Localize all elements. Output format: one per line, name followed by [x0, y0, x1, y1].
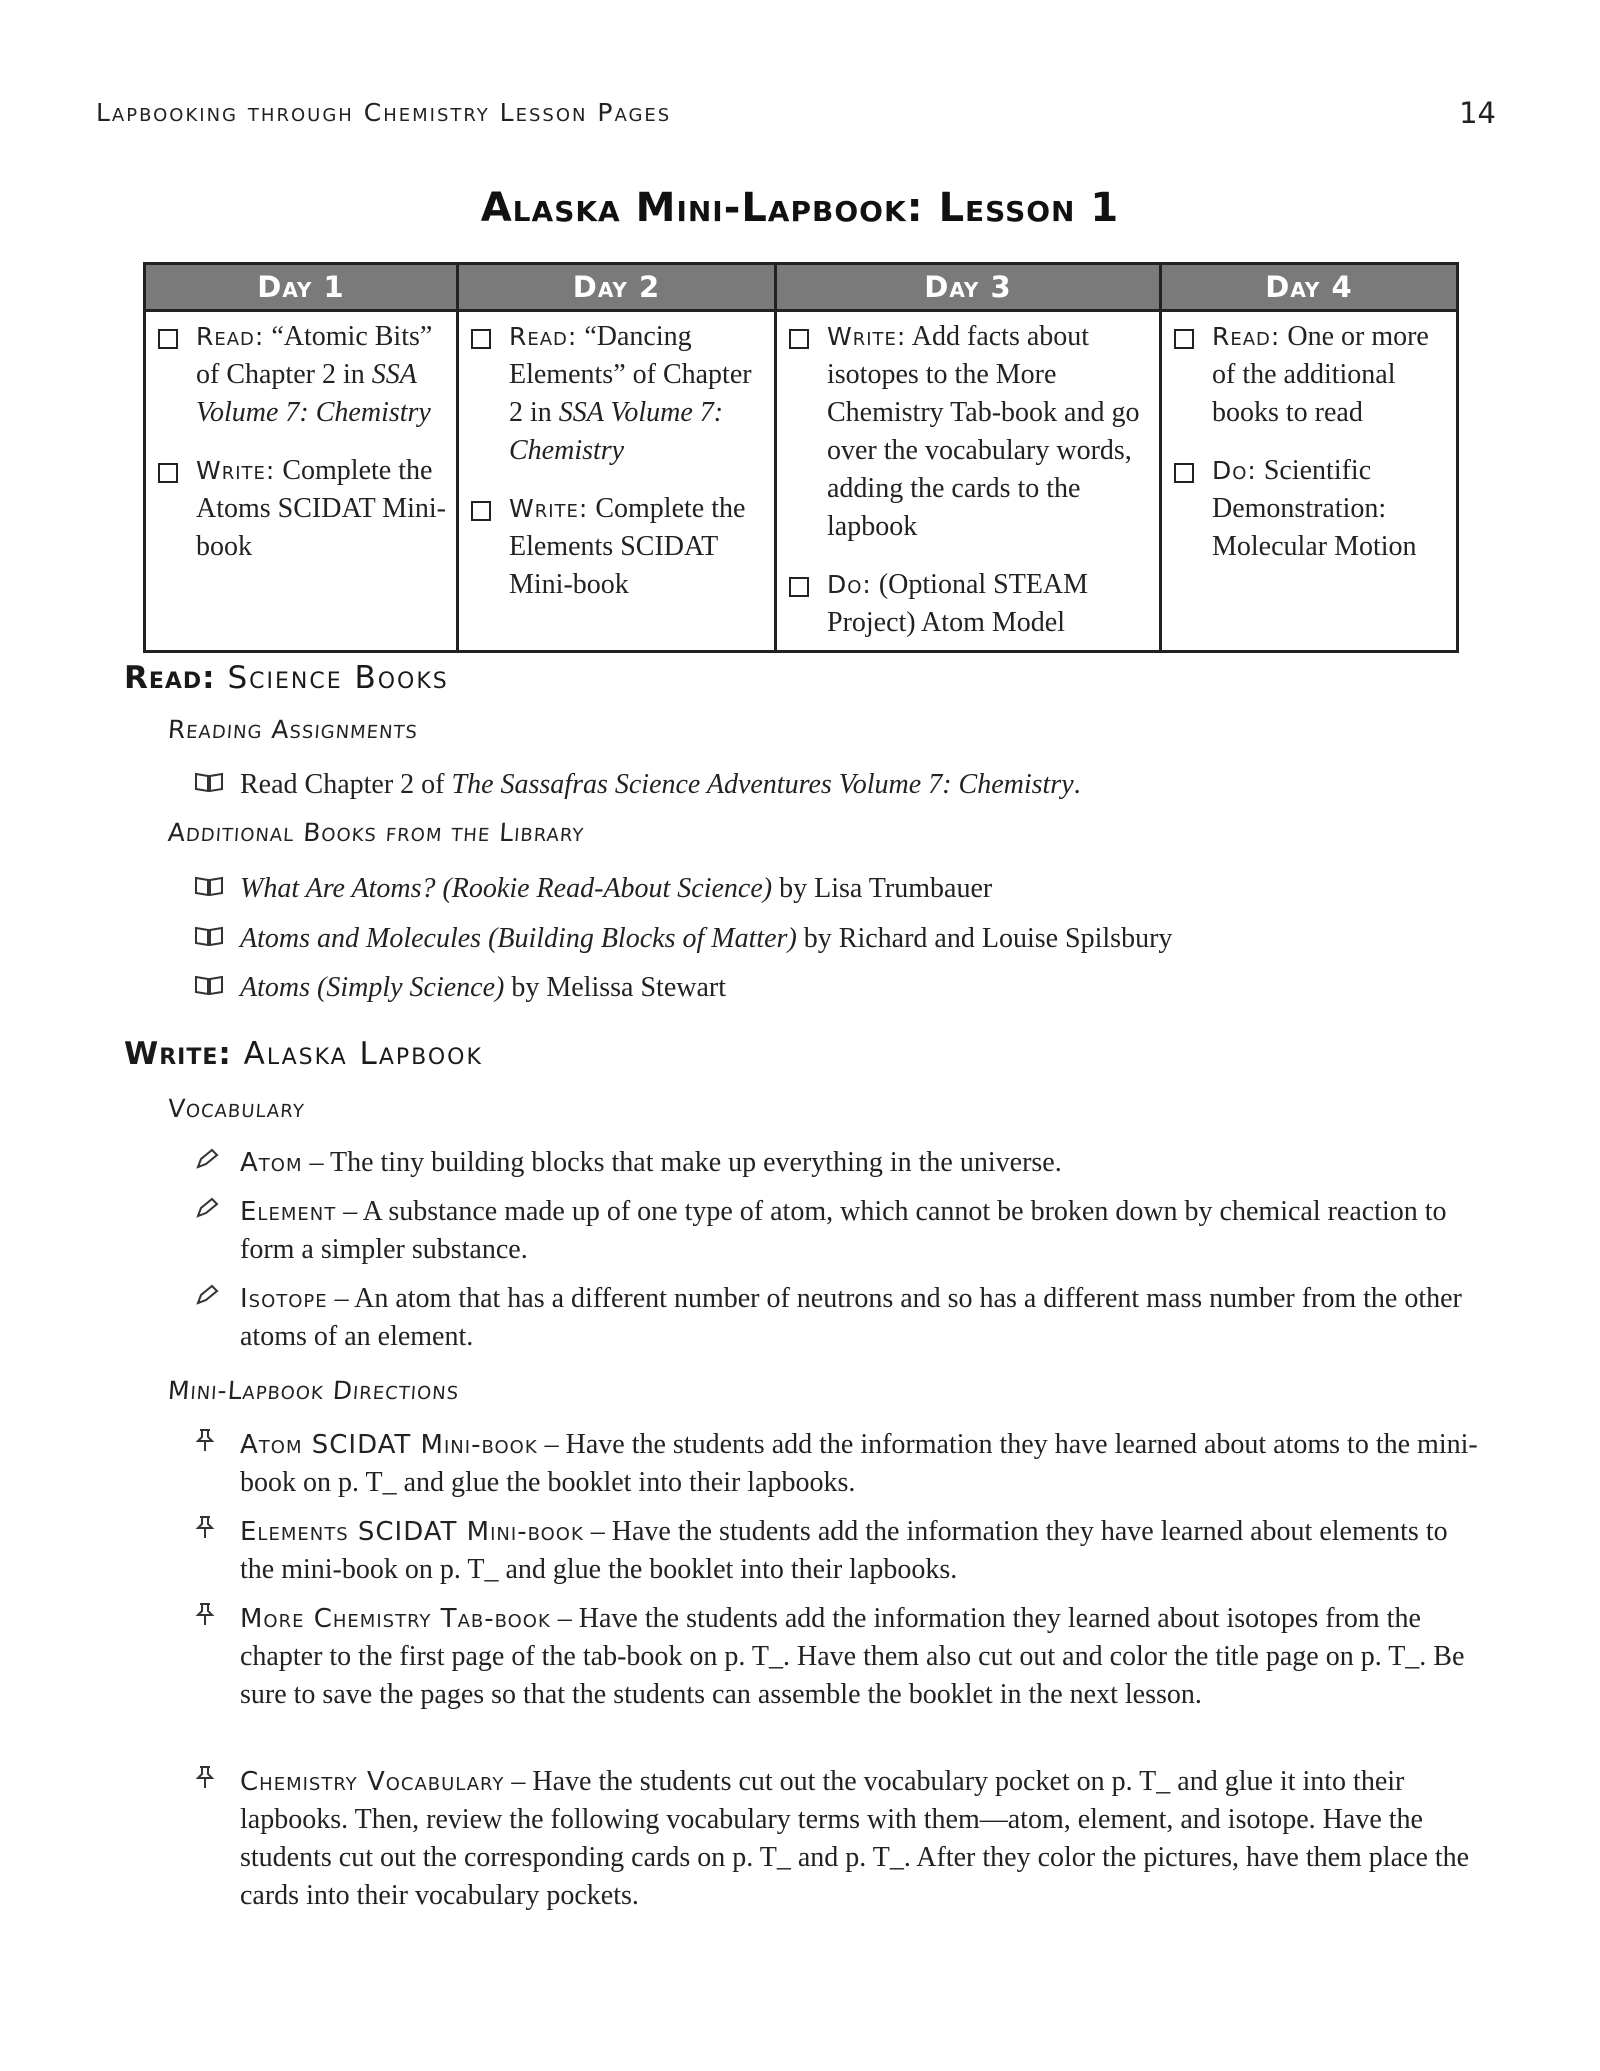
lesson-schedule-table [143, 262, 1459, 653]
section-kind: Write: [124, 1036, 232, 1072]
pushpin-icon [194, 1426, 240, 1502]
page-number: 14 [1459, 96, 1496, 130]
checkbox-icon[interactable] [1174, 329, 1194, 349]
checkbox-icon[interactable] [158, 329, 178, 349]
day-column-1 [146, 265, 459, 650]
book-icon [194, 766, 240, 804]
direction-term: Elements SCIDAT Mini-book [240, 1517, 584, 1547]
section-title: Alaska Lapbook [231, 1036, 483, 1072]
vocabulary-term: Isotope [240, 1284, 328, 1314]
day-column-4 [1162, 265, 1456, 650]
task-item [158, 318, 450, 432]
book-author: by Richard and Louise Spilsbury [796, 923, 1173, 954]
pencil-icon [194, 1144, 240, 1182]
book-icon [194, 920, 240, 958]
pushpin-icon [194, 1600, 240, 1714]
direction-term: Atom SCIDAT Mini-book [240, 1430, 538, 1460]
direction-text: – Have the students cut out the vocabulary pocket on p. T_ and glue it into their lapbooks. Then, review the following vocabulary terms with them—atom, element, and isotope. Have the students cut out the corresponding cards on p. T_ and p. T_. After they color the pictures, have them place the cards into their vocabulary pockets. [240, 1766, 1470, 1911]
checkbox-icon[interactable] [789, 577, 809, 597]
day-header: Day 4 [1162, 265, 1456, 312]
direction-item [194, 1513, 1484, 1589]
section-title: Science Books [215, 660, 449, 696]
mini-lapbook-directions-heading: Mini-Lapbook Directions [166, 1376, 461, 1405]
task-kind: Read: [1212, 322, 1281, 351]
lesson-title: Alaska Mini-Lapbook: Lesson 1 [480, 185, 1120, 231]
task-text: One or more of the additional books to read [1212, 321, 1429, 428]
vocabulary-definition: – A substance made up of one type of atom, which cannot be broken down by chemical reaction to form a simpler substance. [240, 1196, 1447, 1265]
task-item [1174, 318, 1450, 432]
task-kind: Write: [196, 456, 276, 485]
vocabulary-term: Element [240, 1197, 337, 1227]
day-header: Day 3 [777, 265, 1159, 312]
running-title: Lapbooking through Chemistry Lesson Pages [96, 98, 672, 127]
list-item [194, 920, 1484, 958]
pushpin-icon [194, 1763, 240, 1915]
task-item [789, 318, 1153, 546]
direction-text: – Have the students add the information they have learned about elements to the mini-book on p. T_ and glue the booklet into their lapbooks. [240, 1516, 1448, 1585]
book-title: SSA Volume 7: Chemistry [196, 359, 431, 428]
book-title: The Sassafras Science Adventures Volume 7: Chemistry [451, 769, 1074, 800]
direction-text: – Have the students add the information they learned about isotopes from the chapter to the first page of the tab-book on p. T_. Have them also cut out and color the title page on p. T_. Be sure to save the pages so that the students can assemble the booklet in the next lesson. [240, 1603, 1465, 1710]
reading-assignments-heading: Reading Assignments [166, 715, 420, 744]
book-title: What Are Atoms? (Rookie Read-About Science) [240, 873, 773, 904]
vocabulary-definition: – An atom that has a different number of neutrons and so has a different mass number from the other atoms of an element. [240, 1283, 1462, 1352]
read-section-heading [124, 660, 449, 696]
direction-text: – Have the students add the information they have learned about atoms to the mini-book on p. T_ and glue the booklet into their lapbooks. [240, 1429, 1478, 1498]
book-title: Atoms and Molecules (Building Blocks of Matter) [240, 923, 797, 954]
vocabulary-item [194, 1280, 1484, 1356]
pushpin-icon [194, 1513, 240, 1589]
book-author: by Melissa Stewart [504, 972, 726, 1003]
book-icon [194, 969, 240, 1007]
library-books-heading: Additional Books from the Library [166, 818, 586, 847]
vocabulary-term: Atom [240, 1148, 303, 1178]
day-column-2 [459, 265, 777, 650]
task-item [471, 318, 768, 470]
section-kind: Read: [124, 660, 216, 696]
vocabulary-item [194, 1144, 1484, 1182]
direction-item [194, 1763, 1484, 1915]
task-item [789, 566, 1153, 642]
vocabulary-item [194, 1193, 1484, 1269]
book-title: Atoms (Simply Science) [240, 972, 505, 1003]
task-text: “Dancing Elements” of Chapter 2 in [509, 321, 752, 428]
vocabulary-heading: Vocabulary [166, 1094, 306, 1123]
task-item [471, 490, 768, 604]
task-item [1174, 452, 1450, 566]
pencil-icon [194, 1193, 240, 1269]
direction-term: Chemistry Vocabulary [240, 1767, 505, 1797]
task-text: Scientific Demonstration: Molecular Motion [1212, 455, 1417, 562]
book-author: by Lisa Trumbauer [772, 873, 993, 904]
checkbox-icon[interactable] [471, 329, 491, 349]
direction-item [194, 1426, 1484, 1502]
task-text: Complete the Elements SCIDAT Mini-book [509, 493, 746, 600]
list-item: Read Chapter 2 of The Sassafras Science Adventures Volume 7: Chemistry. [194, 766, 1484, 804]
book-title: SSA Volume 7: Chemistry [509, 397, 724, 466]
task-kind: Write: [827, 322, 907, 351]
task-text: “Atomic Bits” of Chapter 2 in [196, 321, 433, 390]
day-header: Day 2 [459, 265, 774, 312]
checkbox-icon[interactable] [471, 501, 491, 521]
direction-term: More Chemistry Tab-book [240, 1604, 551, 1634]
task-text: Complete the Atoms SCIDAT Mini-book [196, 455, 446, 562]
checkbox-icon[interactable] [1174, 463, 1194, 483]
day-header: Day 1 [146, 265, 456, 312]
task-kind: Do: [1212, 456, 1257, 485]
list-item [194, 870, 1484, 908]
task-kind: Read: [196, 322, 265, 351]
task-item [158, 452, 450, 566]
write-section-heading [124, 1036, 483, 1072]
book-icon [194, 870, 240, 908]
day-column-3 [777, 265, 1162, 650]
task-kind: Read: [509, 322, 578, 351]
task-kind: Write: [509, 494, 589, 523]
checkbox-icon[interactable] [158, 463, 178, 483]
list-item [194, 969, 1484, 1007]
checkbox-icon[interactable] [789, 329, 809, 349]
task-text: Add facts about isotopes to the More Chemistry Tab-book and go over the vocabulary words, adding the cards to the lapbook [827, 321, 1140, 542]
vocabulary-definition: – The tiny building blocks that make up everything in the universe. [302, 1147, 1062, 1178]
direction-item [194, 1600, 1484, 1714]
pencil-icon [194, 1280, 240, 1356]
task-kind: Do: [827, 570, 872, 599]
task-text: (Optional STEAM Project) Atom Model [827, 569, 1089, 638]
